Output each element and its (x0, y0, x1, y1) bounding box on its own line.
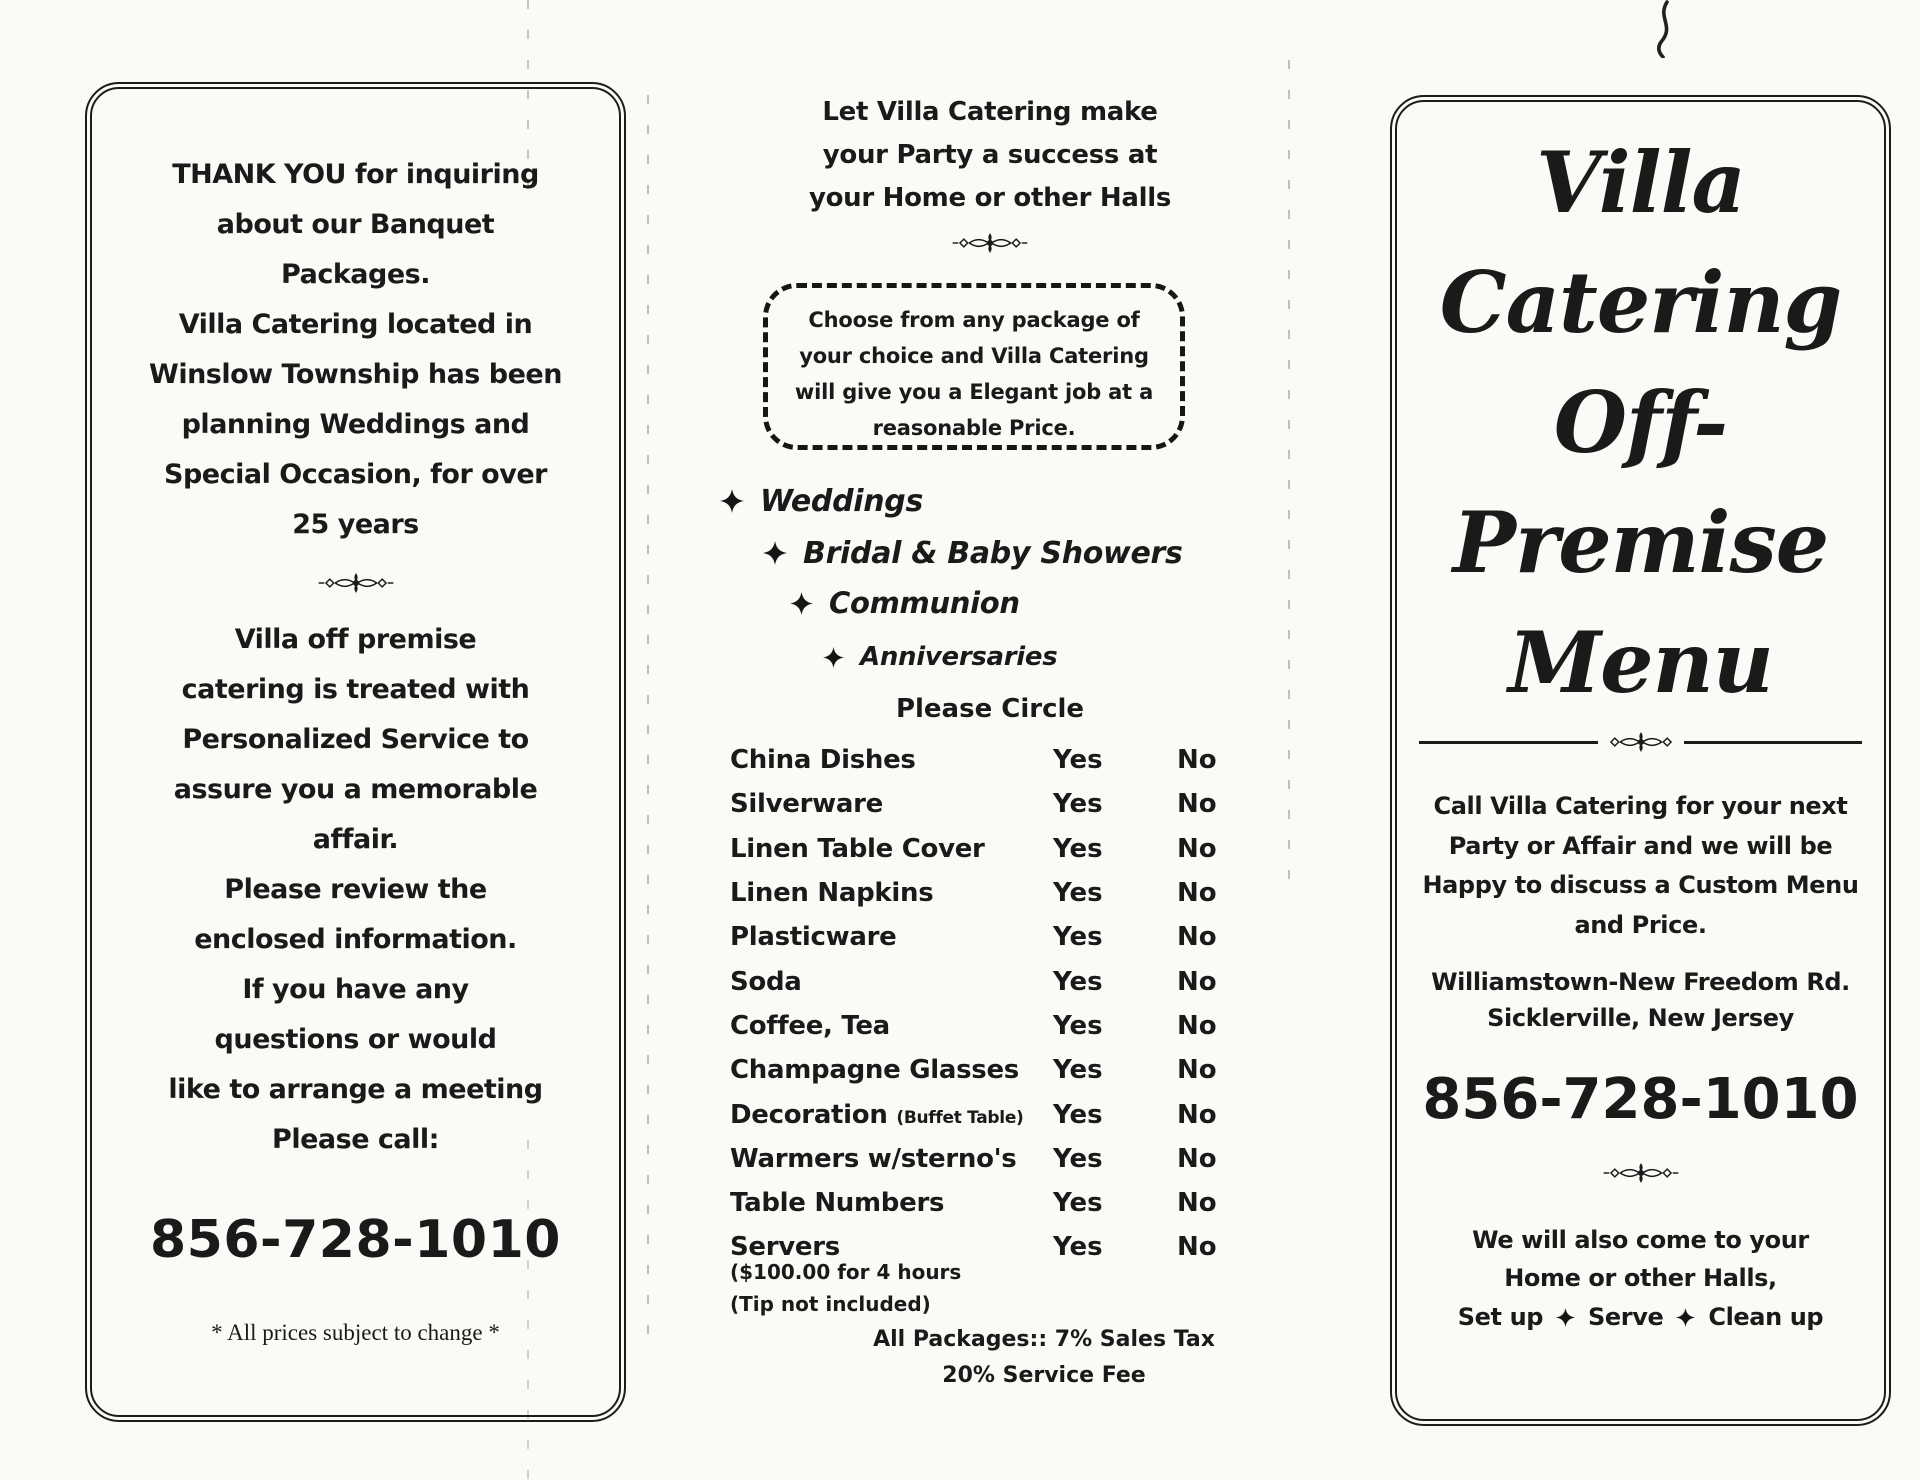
no-option: No (1177, 1055, 1217, 1086)
event-item-anniversaries (823, 637, 1057, 677)
no-option: No (1177, 1010, 1217, 1041)
yes-option: Yes (1053, 922, 1103, 953)
table-row (720, 915, 1260, 959)
table-row (720, 871, 1260, 915)
no-option: No (1177, 1188, 1217, 1219)
phone-number: 856-728-1010 (1422, 1067, 1859, 1132)
service-paragraph: Villa off premise catering is treated with Personalized Service to assure you a memorable affair. Please review the enclosed information. If you have any questions or would like to arrange a meeting Please call: (168, 624, 543, 1155)
four-pointed-star-icon (763, 541, 787, 565)
table-row (720, 827, 1260, 871)
fleuron-ornament-icon (1397, 1160, 1884, 1186)
brochure-title: Villa Catering Off- Premise Menu (1439, 133, 1842, 712)
middle-panel (720, 0, 1260, 1480)
service-cleanup: Clean up (1708, 1303, 1824, 1331)
table-row (720, 1137, 1260, 1181)
item-label-small: (Buffet Table) (896, 1107, 1024, 1128)
divider-rule (1419, 741, 1598, 744)
event-label: Bridal & Baby Showers (803, 535, 1183, 571)
item-label: China Dishes (730, 745, 916, 776)
event-item-showers (763, 533, 1183, 573)
no-option: No (1177, 789, 1217, 820)
servers-note-line: ($100.00 for 4 hours (730, 1260, 962, 1284)
right-panel (1390, 95, 1891, 1426)
services-line (1397, 1298, 1884, 1336)
event-label: Anniversaries (860, 642, 1058, 672)
prices-disclaimer: * All prices subject to change * (211, 1320, 500, 1345)
yes-option: Yes (1053, 1188, 1103, 1219)
servers-note-line: (Tip not included) (730, 1292, 931, 1316)
four-pointed-star-icon (790, 592, 813, 615)
yes-option: Yes (1053, 833, 1103, 864)
no-option: No (1177, 878, 1217, 909)
table-row (720, 1048, 1260, 1092)
yes-option: Yes (1053, 789, 1103, 820)
four-pointed-star-icon (720, 489, 744, 513)
item-label: Linen Table Cover (730, 833, 985, 864)
thank-you-paragraph: THANK YOU for inquiring about our Banquet Packages. Villa Catering located in Winslow Township has been planning Weddings and Special Occasion, for over 25 years (149, 159, 562, 540)
service-setup: Set up (1457, 1303, 1544, 1331)
divider-rule (1684, 741, 1863, 744)
address: Williamstown-New Freedom Rd. Sicklerville, New Jersey (1431, 968, 1850, 1032)
four-pointed-star-icon (1676, 1308, 1695, 1327)
event-label: Weddings (760, 483, 924, 519)
item-label: Servers (730, 1232, 840, 1263)
four-pointed-star-icon (1556, 1308, 1575, 1327)
pen-scribble-mark (1645, 0, 1681, 58)
phone-number: 856-728-1010 (150, 1210, 561, 1270)
fleuron-ornament-icon (720, 230, 1260, 256)
scan-fold-line (1288, 60, 1290, 880)
yes-option: Yes (1053, 1099, 1103, 1130)
event-item-communion (790, 583, 1020, 623)
yes-option: Yes (1053, 878, 1103, 909)
servers-note (730, 1256, 961, 1320)
item-label: Decoration (Buffet Table) (730, 1099, 1024, 1130)
options-table (720, 738, 1260, 1270)
table-row (720, 959, 1260, 1003)
yes-option: Yes (1053, 966, 1103, 997)
yes-option: Yes (1053, 1232, 1103, 1263)
fleuron-ornament-icon (1602, 729, 1680, 755)
no-option: No (1177, 1232, 1217, 1263)
service-serve: Serve (1588, 1303, 1664, 1331)
choose-package-callout: Choose from any package of your choice and Villa Catering will give you a Elegant job at a reasonable Price. (763, 283, 1185, 450)
four-pointed-star-icon (823, 647, 844, 668)
no-option: No (1177, 833, 1217, 864)
event-item-weddings (720, 481, 923, 521)
item-label: Warmers w/sterno's (730, 1143, 1017, 1174)
packages-tax-footer: All Packages:: 7% Sales Tax 20% Service Fee (873, 1327, 1215, 1388)
yes-option: Yes (1053, 1010, 1103, 1041)
item-label: Table Numbers (730, 1188, 945, 1219)
item-label: Champagne Glasses (730, 1055, 1019, 1086)
yes-option: Yes (1053, 1143, 1103, 1174)
no-option: No (1177, 1143, 1217, 1174)
item-label: Soda (730, 966, 802, 997)
table-row (720, 782, 1260, 826)
fleuron-ornament-icon (92, 570, 619, 596)
yes-option: Yes (1053, 745, 1103, 776)
item-label: Linen Napkins (730, 878, 934, 909)
table-row (720, 738, 1260, 782)
scan-fold-line (647, 95, 649, 1335)
event-label: Communion (829, 586, 1020, 620)
item-label: Plasticware (730, 922, 897, 953)
left-panel (85, 82, 626, 1422)
yes-option: Yes (1053, 1055, 1103, 1086)
no-option: No (1177, 922, 1217, 953)
table-row (720, 1181, 1260, 1225)
table-row (720, 1004, 1260, 1048)
middle-header-paragraph: Let Villa Catering make your Party a success at your Home or other Halls (808, 97, 1172, 213)
please-circle-heading: Please Circle (895, 694, 1085, 724)
item-label: Coffee, Tea (730, 1010, 890, 1041)
closing-paragraph: We will also come to your Home or other Halls, (1472, 1226, 1809, 1292)
no-option: No (1177, 966, 1217, 997)
no-option: No (1177, 745, 1217, 776)
title-divider (1419, 730, 1862, 754)
item-label: Silverware (730, 789, 883, 820)
table-row (720, 1092, 1260, 1136)
no-option: No (1177, 1099, 1217, 1130)
custom-menu-paragraph: Call Villa Catering for your next Party or Affair and we will be Happy to discuss a Custom Menu and Price. (1422, 792, 1859, 939)
